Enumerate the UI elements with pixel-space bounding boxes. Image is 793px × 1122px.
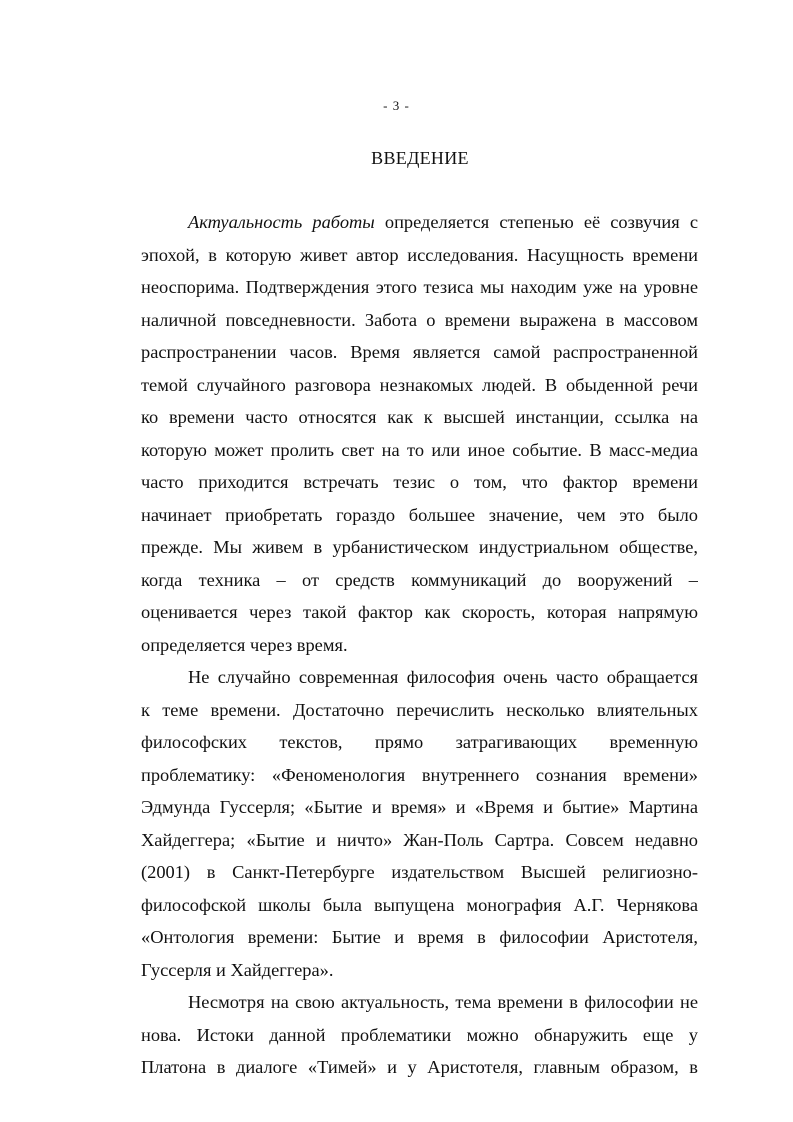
text-line: философских текстов, прямо затрагивающих временную: [141, 732, 698, 752]
text-line: когда техника – от средств коммуникаций до вооружений –: [141, 569, 698, 590]
text-line: неоспорима. Подтверждения этого тезиса мы находим уже на уровне: [141, 277, 698, 297]
text-line: ко времени часто относятся как к высшей инстанции, ссылка на: [141, 407, 698, 427]
text-line: к теме времени. Достаточно перечислить несколько влиятельных: [141, 699, 698, 720]
page-number: - 3 -: [383, 98, 410, 113]
text-line: Хайдеггера; «Бытие и ничто» Жан-Поль Сартра. Совсем недавно: [141, 829, 698, 850]
text-line: Платона в диалоге «Тимей» и у Аристотеля, главным образом, в: [141, 1057, 698, 1077]
text-line: определяется через время.: [141, 634, 348, 655]
paragraph-relevance: [141, 206, 698, 661]
text-line: Не случайно современная философия очень часто обращается: [188, 667, 698, 687]
text-line: нова. Истоки данной проблематики можно обнаружить еще у: [141, 1024, 698, 1045]
text-line: прежде. Мы живем в урбанистическом индустриальном обществе,: [141, 537, 698, 557]
text-line: (2001) в Санкт-Петербурге издательством Высшей религиозно-: [141, 862, 698, 882]
text-line: начинает приобретать гораздо большее значение, чем это было: [141, 504, 698, 525]
text-line: проблематику: «Феноменология внутреннего сознания времени»: [141, 764, 698, 785]
text-line: эпохой, в которую живет автор исследования. Насущность времени: [141, 244, 698, 265]
text-line: Актуальность работы определяется степенью её созвучия с: [188, 212, 698, 232]
text-line: распространении часов. Время является самой распространенной: [141, 342, 698, 362]
text-line: часто приходится встречать тезис о том, что фактор времени: [141, 472, 698, 492]
paragraph-philosophy: [141, 661, 698, 986]
text-line: Эдмунда Гуссерля; «Бытие и время» и «Время и бытие» Мартина: [141, 797, 698, 817]
text-line: которую может пролить свет на то или иное событие. В масс-медиа: [141, 439, 698, 460]
text-line: философской школы была выпущена монография А.Г. Чернякова: [141, 894, 698, 915]
text-line: Несмотря на свою актуальность, тема времени в философии не: [188, 992, 698, 1012]
text-line: оценивается через такой фактор как скорость, которая напрямую: [141, 602, 698, 622]
section-heading: ВВЕДЕНИЕ: [371, 148, 469, 168]
emphasis-term: Актуальность работы: [188, 212, 375, 232]
text-line: «Онтология времени: Бытие и время в философии Аристотеля,: [141, 927, 698, 947]
paragraph-history: [141, 986, 698, 1084]
text-line: наличной повседневности. Забота о времени выражена в массовом: [141, 309, 698, 330]
text-line: темой случайного разговора незнакомых людей. В обыденной речи: [141, 374, 698, 395]
text-line: Гуссерля и Хайдеггера».: [141, 959, 334, 980]
body-text: [141, 206, 698, 1084]
